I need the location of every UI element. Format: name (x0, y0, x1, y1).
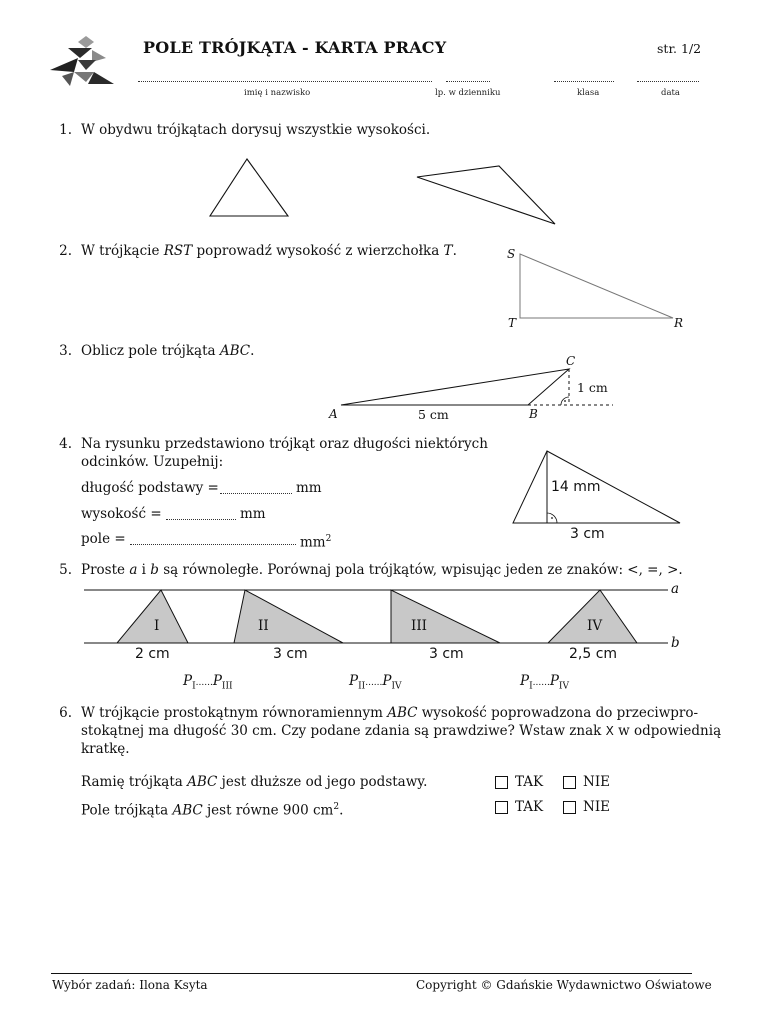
task-3-label-a: A (329, 407, 338, 421)
statement-2-yes-checkbox[interactable] (495, 801, 508, 814)
triangle-iv-base: 2,5 cm (569, 646, 618, 662)
triangle-ii (234, 590, 343, 643)
footer-divider (51, 973, 692, 974)
task-4-height-label: wysokość = (81, 506, 162, 522)
task-4-text-line-2: odcinków. Uzupełnij: (81, 454, 224, 470)
triangle-iv (548, 590, 637, 643)
task-4-base-label: długość podstawy = (81, 480, 219, 496)
task-4-area-unit: $mm^2$ (300, 534, 332, 551)
task-2-label-t: T (508, 316, 517, 330)
comparison-1[interactable]: $P_I......P_{III}$ (183, 673, 233, 692)
triangle-iii-label: III (411, 618, 427, 634)
triangle-ii-label: II (258, 618, 269, 634)
date-field-label: data (661, 88, 680, 98)
line-b-label: b (671, 635, 680, 651)
task-5-number: 5. (59, 562, 72, 578)
task-3-label-c: C (566, 354, 576, 368)
statement-1-no-label: NIE (583, 774, 610, 790)
triangle-i (117, 590, 188, 643)
task-3-label-b: B (529, 407, 538, 421)
triangle-iv-label: IV (587, 618, 603, 634)
triangle-iii (391, 590, 500, 643)
task-6-text-line-1: W trójkącie prostokątnym równoramiennym ABC wysokość poprowadzona do przeciwpro- (81, 705, 699, 721)
statement-1-yes-checkbox[interactable] (495, 776, 508, 789)
task-4-figure-base: 3 cm (570, 526, 605, 542)
footer-copyright: Copyright © Gdańskie Wydawnictwo Oświatowe (416, 978, 712, 992)
task-4-area-label: pole = (81, 531, 126, 547)
task-2-label-r: R (674, 316, 684, 330)
register-number-label: lp. w dzienniku (435, 88, 501, 98)
line-a-label: a (671, 581, 680, 597)
task-4-number: 4. (59, 436, 72, 452)
comparison-3[interactable]: $P_I......P_{IV}$ (520, 673, 569, 692)
comparison-2[interactable]: $P_{II}......P_{IV}$ (349, 673, 402, 692)
task-6-number: 6. (59, 705, 72, 721)
task-3-base-label: 5 cm (418, 407, 449, 422)
triangle-iii-base: 3 cm (429, 646, 464, 662)
task-4-text-line-1: Na rysunku przedstawiono trójkąt oraz długości niektórych (81, 436, 488, 452)
task-6-text-line-2: stokątnej ma długość 30 cm. Czy podane zdania są prawdziwe? Wstaw znak X w odpowiednią (81, 723, 722, 739)
statement-2-yes-label: TAK (515, 799, 544, 815)
task-6-text-line-3: kratkę. (81, 741, 130, 757)
task-3-number: 3. (59, 343, 72, 359)
task-4-height-unit: mm (240, 506, 266, 522)
name-field-label: imię i nazwisko (244, 88, 311, 98)
task-4-base-unit: mm (296, 480, 322, 496)
statement-2-no-label: NIE (583, 799, 610, 815)
task-5-text: Proste a i b są równoległe. Porównaj pola trójkątów, wpisując jeden ze znaków: <, =, >. (81, 562, 683, 578)
task-1-text: W obydwu trójkątach dorysuj wszystkie wysokości. (81, 122, 431, 138)
task-2-text: W trójkącie RST poprowadź wysokość z wierzchołka T. (81, 243, 457, 259)
task-3-text: Oblicz pole trójkąta ABC. (81, 343, 255, 359)
statement-1: Ramię trójkąta ABC jest dłuższe od jego podstawy. (81, 774, 428, 790)
class-field-label: klasa (577, 88, 600, 98)
triangle-i-label: I (154, 618, 160, 634)
page-number: str. 1/2 (657, 41, 702, 56)
page-title: POLE TRÓJKĄTA - KARTA PRACY (143, 38, 447, 57)
statement-2: Pole trójkąta ABC jest równe 900 $cm^2$. (81, 802, 344, 819)
footer-author: Wybór zadań: Ilona Ksyta (52, 978, 208, 992)
task-1-number: 1. (59, 122, 72, 138)
task-4-figure-height: 14 mm (551, 479, 601, 495)
triangle-i-base: 2 cm (135, 646, 170, 662)
task-2-label-s: S (507, 247, 516, 261)
triangle-ii-base: 3 cm (273, 646, 308, 662)
statement-2-no-checkbox[interactable] (563, 801, 576, 814)
task-2-number: 2. (59, 243, 72, 259)
statement-1-no-checkbox[interactable] (563, 776, 576, 789)
task-3-height-label: 1 cm (577, 380, 608, 395)
statement-1-yes-label: TAK (515, 774, 544, 790)
